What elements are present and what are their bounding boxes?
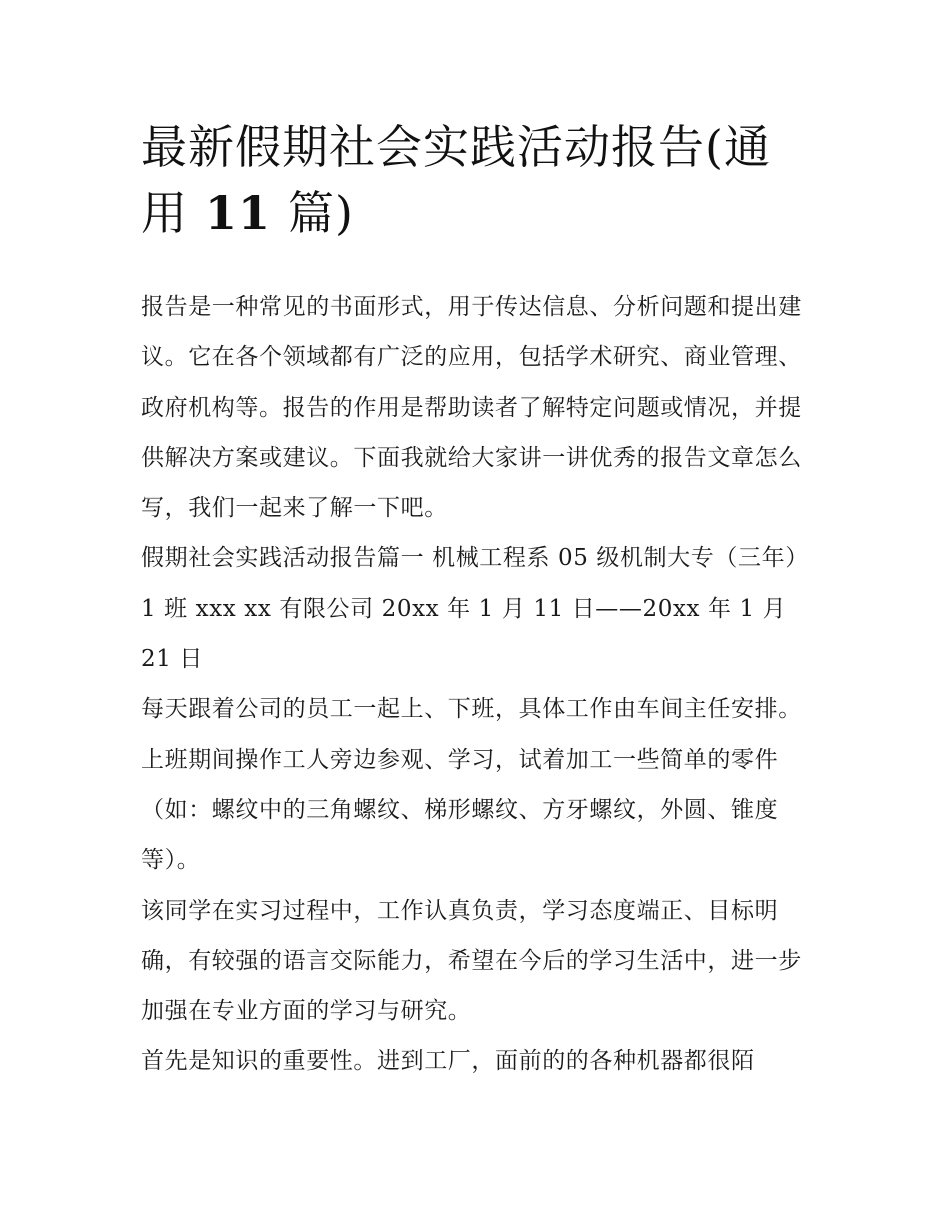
title-line-1: 最新假期社会实践活动报告(通 [141,120,771,174]
paragraph-knowledge: 首先是知识的重要性。进到工厂，面前的的各种机器都很陌 [141,1048,755,1075]
paragraph-daily-work: 每天跟着公司的员工一起上、下班，具体工作由车间主任安排。上班期间操作工人旁边参观、学习，试着加工一些简单的零件（如：螺纹中的三角螺纹、梯形螺纹、方牙螺纹，外圆、锥度等）。 [141,696,802,874]
paragraph-intro: 报告是一种常见的书面形式，用于传达信息、分析问题和提出建议。它在各个领域都有广泛的应用，包括学术研究、商业管理、政府机构等。报告的作用是帮助读者了解特定问题或情况，并提供解决方案或建议。下面我就给大家讲一讲优秀的报告文章怎么写，我们一起来了解一下吧。 [141,294,802,522]
paragraph-header-info: 假期社会实践活动报告篇一 机械工程系 05 级机制大专（三年）1 班 xxx xx 有限公司 20xx 年 1 月 11 日——20xx 年 1 月 21 日 [141,545,809,673]
title-line-2-number: 11 [188,186,289,240]
paragraph-evaluation: 该同学在实习过程中，工作认真负责，学习态度端正、目标明确，有较强的语言交际能力，希望在今后的学习生活中，进一步加强在专业方面的学习与研究。 [141,897,802,1025]
document-title [141,114,831,246]
document-body [141,282,821,1087]
title-line-2-prefix: 用 [141,186,188,240]
title-line-2-suffix: 篇) [288,186,354,240]
